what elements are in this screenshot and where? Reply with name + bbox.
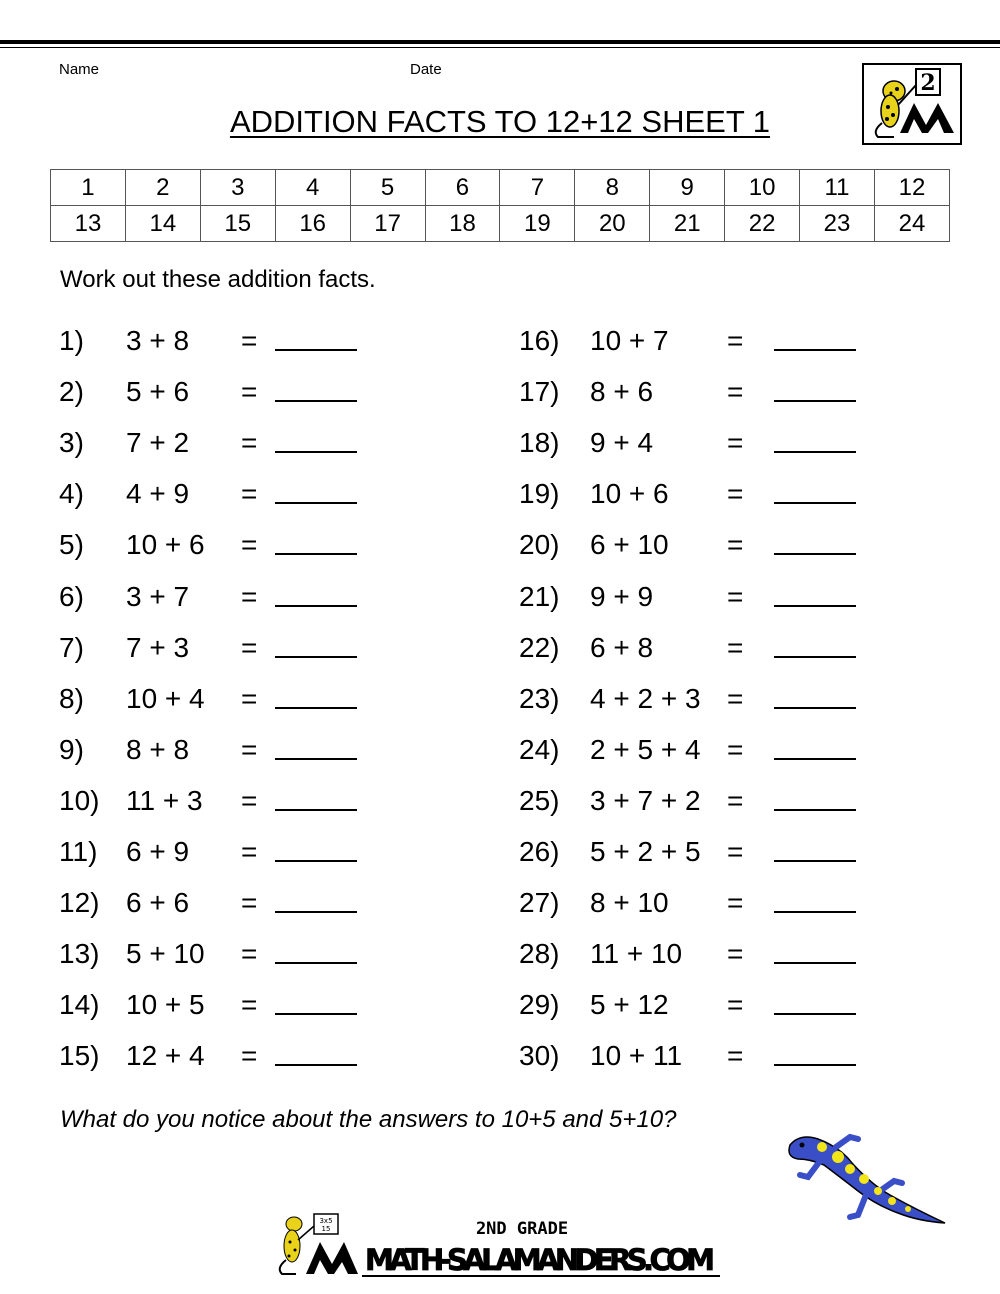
equals-sign: = [241,733,258,765]
question-expression: 5 + 6 [126,376,190,408]
question-expression: 6 + 8 [590,631,654,663]
question-row [0,1036,1000,1076]
question-expression: 12 + 4 [126,1040,205,1072]
question-expression: 10 + 11 [590,1040,683,1072]
answer-blank[interactable] [774,934,856,975]
equals-sign: = [727,836,744,867]
question-number: 9) [59,733,84,765]
question-row [0,525,1000,565]
equals-sign: = [241,1040,258,1072]
question-row [0,372,1000,412]
answer-blank[interactable] [774,679,856,720]
equals-sign: = [241,989,258,1021]
number-cell: 2 [125,170,200,206]
question-expression: 5 + 12 [590,989,669,1021]
number-cell: 16 [275,206,350,242]
answer-blank[interactable] [774,321,856,362]
question-row [0,934,1000,974]
number-cell: 24 [874,206,949,242]
equals-sign: = [727,938,744,970]
number-cell: 22 [725,206,800,242]
question-expression: 8 + 10 [590,887,669,919]
question-number: 17) [519,376,560,408]
question-expression: 8 + 8 [126,733,190,765]
number-cell: 6 [425,170,500,206]
question-number: 6) [59,580,84,612]
question-row [0,730,1000,770]
equals-sign: = [727,529,744,561]
answer-blank[interactable] [774,730,856,771]
equals-sign: = [727,1040,744,1072]
question-expression: 6 + 6 [126,887,190,919]
question-number: 18) [519,427,560,459]
question-expression: 3 + 8 [126,325,190,356]
equals-sign: = [727,325,744,356]
question-number: 15) [59,1040,100,1072]
equals-sign: = [727,784,744,816]
equals-sign: = [241,784,258,816]
number-cell: 18 [425,206,500,242]
question-expression: 3 + 7 [126,580,190,612]
number-cell: 10 [725,170,800,206]
question-expression: 6 + 9 [126,836,190,867]
svg-text:3x5: 3x5 [319,1217,333,1225]
question-expression: 9 + 9 [590,580,654,612]
grade-text: 2ND GRADE [475,1219,569,1239]
closing-question: What do you notice about the answers to 10+5 and 5+10? [60,1106,677,1133]
page-title: ADDITION FACTS TO 12+12 SHEET 1 [229,104,771,139]
equals-sign: = [241,682,258,714]
question-expression: 10 + 6 [126,529,205,561]
answer-blank[interactable] [774,985,856,1026]
equals-sign: = [727,376,744,408]
question-number: 2) [59,376,84,408]
top-rule-thin [0,47,1000,48]
instructions: Work out these addition facts. [60,266,376,293]
grade-logo [862,63,962,145]
number-cell: 4 [275,170,350,206]
question-number: 19) [519,478,560,510]
question-number: 14) [59,989,100,1021]
salamander-illustration-icon [780,1125,950,1235]
number-cell: 23 [800,206,875,242]
equals-sign: = [241,631,258,663]
question-row [0,423,1000,463]
question-expression: 4 + 2 + 3 [590,682,701,714]
question-row [0,832,1000,872]
question-expression: 10 + 7 [590,325,669,356]
equals-sign: = [727,427,744,459]
svg-text:2: 2 [920,70,936,96]
number-cell: 19 [500,206,575,242]
number-cell: 8 [575,170,650,206]
question-number: 20) [519,529,560,561]
question-row [0,321,1000,361]
equals-sign: = [241,938,258,970]
number-cell: 5 [350,170,425,206]
number-cell: 13 [51,206,126,242]
number-cell: 9 [650,170,725,206]
equals-sign: = [241,478,258,510]
question-expression: 8 + 6 [590,376,654,408]
question-number: 26) [519,836,560,867]
question-expression: 7 + 3 [126,631,190,663]
number-cell: 20 [575,206,650,242]
question-row [0,985,1000,1025]
number-grid [50,169,950,242]
question-number: 23) [519,682,560,714]
equals-sign: = [241,529,258,561]
answer-blank[interactable] [774,474,856,515]
question-expression: 11 + 10 [590,938,683,970]
number-cell: 17 [350,206,425,242]
question-row [0,577,1000,617]
answer-blank[interactable] [774,883,856,924]
question-number: 28) [519,938,560,970]
number-grid-row [51,170,950,206]
equals-sign: = [727,631,744,663]
equals-sign: = [241,325,258,356]
answer-blank[interactable] [774,781,856,822]
equals-sign: = [727,580,744,612]
question-number: 30) [519,1040,560,1072]
question-number: 12) [59,887,100,919]
question-expression: 9 + 4 [590,427,654,459]
number-cell: 7 [500,170,575,206]
question-row [0,883,1000,923]
answer-blank[interactable] [774,372,856,413]
question-number: 10) [59,784,100,816]
question-expression: 10 + 5 [126,989,205,1021]
top-rule-thick [0,40,1000,44]
question-expression: 10 + 6 [590,478,669,510]
equals-sign: = [727,733,744,765]
svg-text:15: 15 [321,1225,331,1233]
question-row [0,781,1000,821]
question-number: 1) [59,325,84,356]
number-cell: 14 [125,206,200,242]
question-row [0,474,1000,514]
name-label: Name [59,61,100,78]
number-cell: 1 [51,170,126,206]
question-expression: 6 + 10 [590,529,669,561]
question-number: 29) [519,989,560,1021]
question-number: 4) [59,478,84,510]
question-number: 24) [519,733,560,765]
question-number: 21) [519,580,560,612]
question-number: 13) [59,938,100,970]
question-expression: 11 + 3 [126,784,203,816]
question-expression: 5 + 2 + 5 [590,836,701,867]
question-number: 5) [59,529,84,561]
equals-sign: = [727,887,744,919]
question-number: 16) [519,325,560,356]
answer-blank[interactable] [774,628,856,669]
question-row [0,628,1000,668]
question-number: 3) [59,427,84,459]
question-number: 8) [59,682,84,714]
question-number: 25) [519,784,560,816]
question-expression: 2 + 5 + 4 [590,733,701,765]
number-grid-row [51,206,950,242]
salamander-logo-icon [864,65,960,143]
question-expression: 7 + 2 [126,427,190,459]
question-number: 27) [519,887,560,919]
equals-sign: = [727,989,744,1021]
answer-blank[interactable] [774,832,856,873]
question-expression: 3 + 7 + 2 [590,784,701,816]
equals-sign: = [241,887,258,919]
number-cell: 15 [200,206,275,242]
question-expression: 4 + 9 [126,478,190,510]
answer-blank[interactable] [774,423,856,464]
math-salamanders-footer-logo [270,1210,730,1280]
question-number: 22) [519,631,560,663]
question-number: 11) [59,836,98,867]
question-row [0,679,1000,719]
answer-blank[interactable] [774,577,856,618]
equals-sign: = [727,478,744,510]
answer-blank[interactable] [774,1036,856,1077]
equals-sign: = [241,376,258,408]
equals-sign: = [241,836,258,867]
number-cell: 3 [200,170,275,206]
number-cell: 12 [874,170,949,206]
equals-sign: = [727,682,744,714]
number-cell: 21 [650,206,725,242]
answer-blank[interactable] [774,525,856,566]
date-label: Date [410,61,442,78]
number-cell: 11 [800,170,875,206]
question-expression: 5 + 10 [126,938,205,970]
question-number: 7) [59,631,84,663]
equals-sign: = [241,427,258,459]
site-name: MATH-SALAMANDERS.COM [365,1243,715,1277]
question-expression: 10 + 4 [126,682,205,714]
equals-sign: = [241,580,258,612]
